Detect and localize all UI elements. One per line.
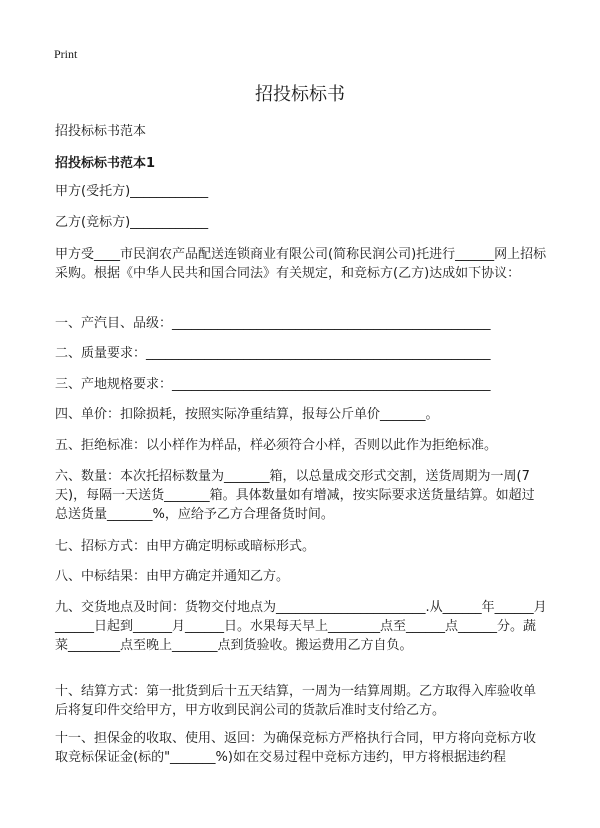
print-label[interactable]: Print [54, 47, 78, 61]
document-title: 招投标标书 [255, 84, 345, 105]
item-5: 五、拒绝标准：以小样作为样品，样必须符合小样，否则以此作为拒绝标准。 [55, 438, 498, 453]
party-a: 甲方(受托方)____________ [55, 184, 209, 199]
item-2: 二、质量要求：_____________________________________________________ [55, 346, 491, 361]
item-8: 八、中标结果：由甲方确定并通知乙方。 [55, 569, 290, 584]
item-4: 四、单价：扣除损耗，按照实际净重结算，报每公斤单价_______。 [55, 407, 439, 422]
item-10: 十、结算方式：第一批货到后十五天结算，一周为一结算周期。乙方取得入库验收单后将复印件交给甲方，甲方收到民润公司的货款后准时支付给乙方。 [55, 684, 537, 718]
item-11: 十一、担保金的收取、使用、返回：为确保竞标方严格执行合同，甲方将向竞标方收取竞标保证金(标的"_______%)如在交易过程中竞标方违约，甲方将根据违约程 [55, 731, 537, 765]
intro-paragraph: 甲方受____市民润农产品配送连锁商业有限公司(简称民润公司)托进行______网上招标采购。根据《中华人民共和国合同法》有关规定，和竞标方(乙方)达成如下协议： [55, 247, 547, 281]
party-b: 乙方(竞标方)____________ [55, 215, 209, 230]
item-3: 三、产地规格要求：_________________________________________________ [55, 377, 491, 392]
item-9: 九、交货地点及时间：货物交付地点为_______________________.从______年______月______日起到______月______日。水果每天早上________点至______点______分。蔬菜________点至晚上_______点到货验收。搬运费用乙方自负。 [55, 600, 547, 653]
item-7: 七、招标方式：由甲方确定明标或暗标形式。 [55, 539, 316, 554]
item-6: 六、数量：本次托招标数量为_______箱，以总量成交形式交割，送货周期为一周(7天)，每隔一天送货_______箱。具体数量如有增减，按实际要求送货量结算。如超过总送货量_______%，应给予乙方合理备货时间。 [55, 469, 535, 522]
document-subtitle: 招投标标书范本 [55, 124, 147, 139]
section-heading: 招投标标书范本1 [55, 156, 156, 171]
item-1: 一、产汽目、品级：_________________________________________________ [55, 316, 491, 331]
